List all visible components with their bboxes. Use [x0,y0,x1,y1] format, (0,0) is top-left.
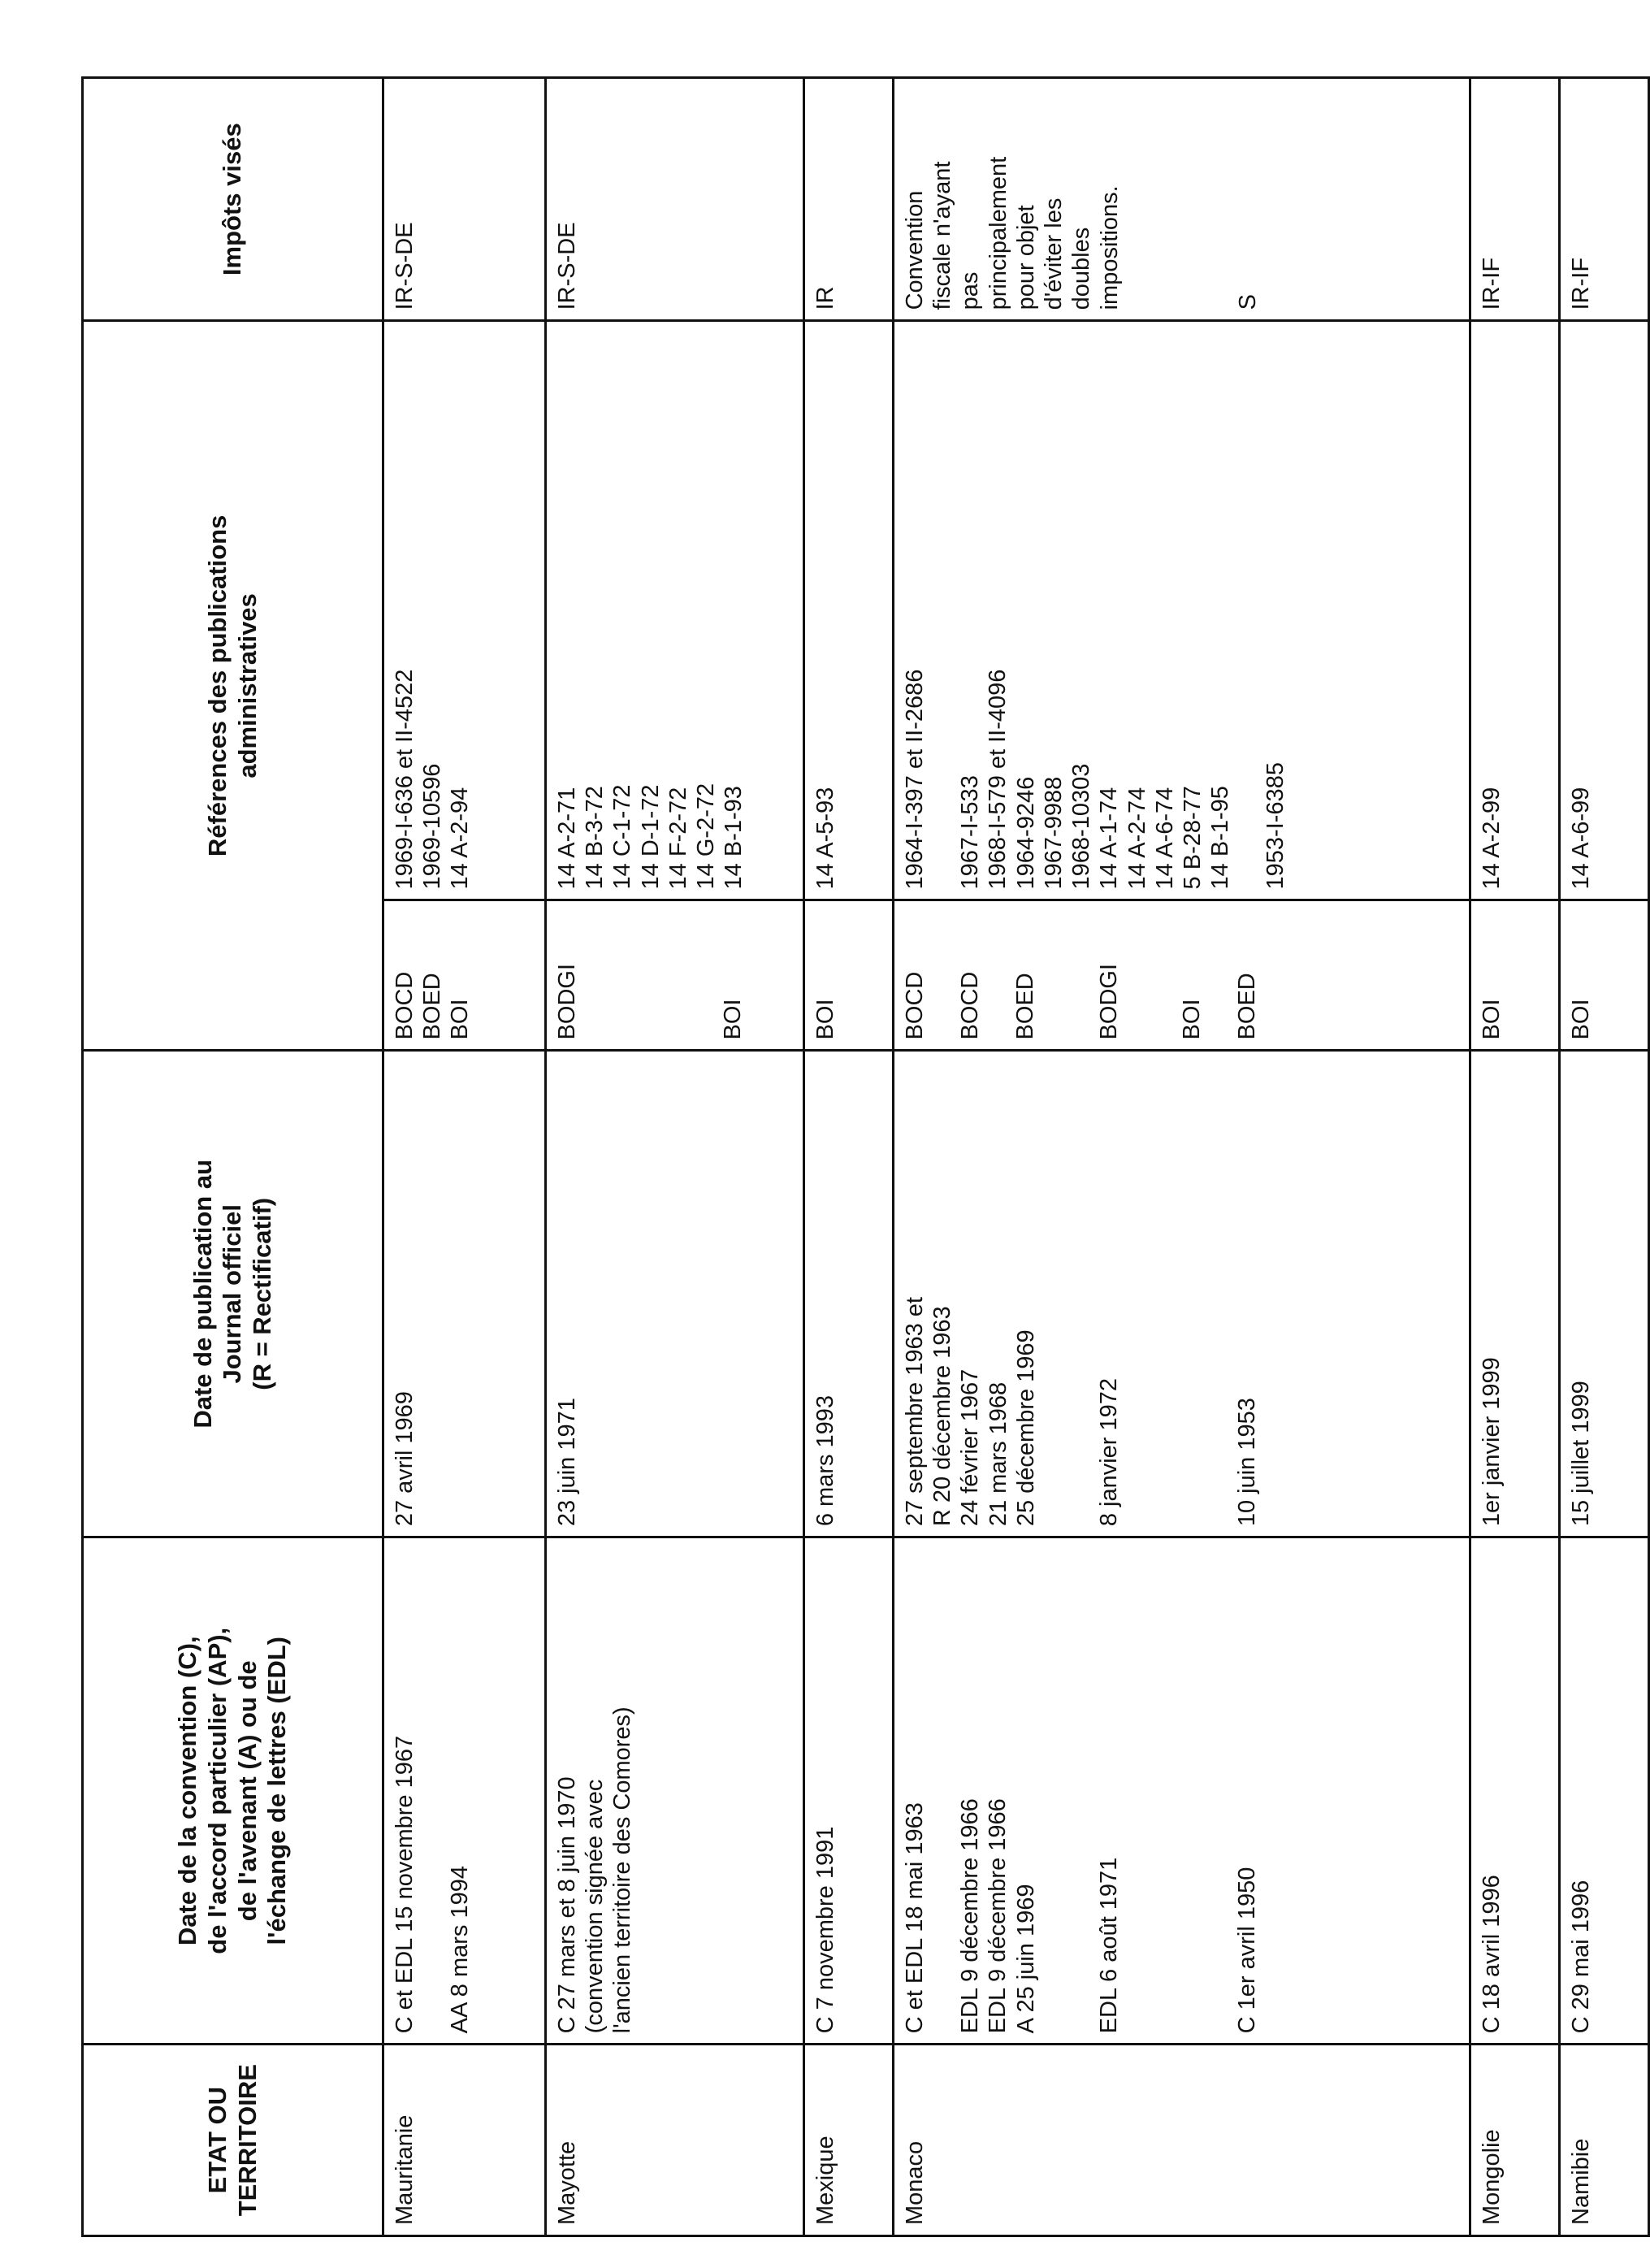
cell-text: 15 juillet 1999 [1568,1381,1594,1527]
cell-text: C 29 mai 1996 [1568,1880,1594,2034]
cell-text: 1964-9246 [1012,776,1039,890]
cell-text: 14 A-6-74 [1151,787,1178,890]
cell-text [1123,901,1150,1039]
cell-text: doubles [1068,227,1095,310]
header-date-convention [83,1537,383,2045]
cell-text: Mauritanie [392,2114,418,2225]
cell-text [636,901,664,1039]
cell-text: 14 A-1-74 [1096,787,1123,890]
cell-text: 1er janvier 1999 [1479,1357,1505,1527]
rotated-page [81,76,1594,2237]
cell-text: IR-S-DE [554,222,580,310]
cell-references [804,321,894,1051]
cell-etat [383,2045,546,2236]
cell-text [929,1548,956,2033]
cell-impots [804,78,894,321]
cell-date-publication [1470,1051,1560,1537]
cell-text: C 1er avril 1950 [1234,1867,1261,2034]
publication-codes [901,901,1462,1039]
cell-text: C 27 mars et 8 juin 1970 [554,1776,580,2034]
conventions-table [81,76,1650,2237]
cell-text: C et EDL 15 novembre 1967 [392,1735,418,2034]
cell-date-convention [894,1537,1470,2045]
cell-text: 14 A-2-94 [447,787,474,890]
cell-text: l'ancien territoire des Comores) [609,1706,636,2034]
cell-etat [546,2045,804,2236]
cell-text: Namibie [1568,2138,1594,2225]
cell-text [1040,1548,1068,2033]
cell-etat [1560,2045,1649,2236]
cell-date-convention [383,1537,546,2045]
cell-text: BOI [1178,999,1205,1040]
cell-text: d'éviter les [1041,197,1068,310]
cell-text [1068,1548,1095,2033]
cell-text: BOI [447,999,474,1040]
cell-text: 21 mars 1968 [985,1381,1011,1527]
cell-text: IR-S-DE [392,222,418,310]
cell-date-publication [804,1051,894,1537]
cell-text: BOI [812,999,838,1040]
cell-text [691,901,719,1039]
reference-numbers [1561,322,1648,901]
cell-text: BOED [1234,973,1261,1040]
header-line: (R = Rectificatif) [247,1197,276,1390]
cell-references [1560,321,1649,1051]
cell-text: R 20 décembre 1963 [929,1306,956,1527]
header-line: Journal officiel [218,1204,247,1384]
cell-text: IR-IF [1568,257,1594,310]
cell-text: 14 B-1-93 [721,786,747,890]
cell-text: 14 C-1-72 [609,784,636,890]
header-row [83,78,383,2236]
cell-text [1206,1061,1233,1526]
cell-text: 14 A-2-99 [1479,787,1505,890]
cell-text: BODGI [1095,963,1122,1040]
publication-codes [1478,901,1552,1039]
header-impots: Impôts visés [83,78,383,321]
cell-text: fiscale n'ayant [929,161,956,310]
cell-text: 1953-I-6385 [1262,762,1289,890]
publication-codes [812,901,886,1039]
cell-text [1206,89,1234,310]
cell-text: AA 8 mars 1994 [447,1866,474,2034]
cell-impots [1470,78,1560,321]
cell-text [1040,1061,1068,1526]
header-references [83,321,383,1051]
cell-text: 1967-9988 [1040,776,1067,890]
reference-numbers [384,322,544,901]
table-row [804,78,894,2236]
cell-date-publication [383,1051,546,1537]
cell-references [546,321,804,1051]
cell-text: 14 A-6-99 [1568,787,1594,890]
header-line: de l'avenant (A) ou de [232,1660,262,1922]
cell-text: 14 B-3-72 [582,786,608,890]
cell-text: 23 juin 1971 [554,1398,580,1527]
cell-text: 8 janvier 1972 [1096,1377,1123,1527]
cell-date-publication [1560,1051,1649,1537]
cell-text [1150,1548,1178,2033]
cell-text: pour objet [1012,205,1039,310]
reference-numbers [547,322,803,901]
cell-impots [1560,78,1649,321]
cell-text [1123,1061,1150,1526]
publication-codes [391,901,538,1039]
cell-text: 24 février 1967 [957,1368,984,1527]
cell-text: Convention [902,190,928,310]
cell-text: 14 D-1-72 [637,784,664,890]
cell-etat [1470,2045,1560,2236]
cell-text: BOED [1012,973,1039,1040]
cell-date-publication [546,1051,804,1537]
cell-text: BOCD [902,971,928,1040]
cell-text [1178,1548,1206,2033]
header-date-publication [83,1051,383,1537]
cell-text: A 25 juin 1969 [1012,1884,1039,2034]
cell-text: S [1234,294,1261,310]
cell-text [1040,901,1068,1039]
cell-date-convention [804,1537,894,2045]
cell-text: C 18 avril 1996 [1479,1875,1505,2034]
cell-impots [383,78,546,321]
publication-codes [553,901,796,1039]
cell-text: 14 B-1-95 [1207,786,1234,890]
header-line: Date de publication au [188,1159,217,1429]
cell-date-convention [1470,1537,1560,2045]
header-line: Références des publications [202,514,232,857]
header-line: Date de la convention (C), [173,1636,202,1946]
cell-text: 14 A-2-74 [1124,787,1150,890]
cell-text [664,901,691,1039]
reference-numbers [805,322,892,901]
cell-text: IR-IF [1479,257,1505,310]
cell-date-convention [1560,1537,1649,2045]
cell-text: pas [957,271,984,310]
cell-text [984,901,1011,1039]
cell-text: 5 B-28-77 [1179,786,1206,890]
cell-text: Mayotte [554,2140,580,2225]
cell-text [929,322,956,889]
cell-references [1470,321,1560,1051]
cell-text: EDL 9 décembre 1966 [957,1798,984,2034]
cell-text: 6 mars 1993 [812,1394,838,1527]
cell-text [1179,89,1206,310]
cell-date-publication [894,1051,1470,1537]
cell-text: C 7 novembre 1991 [812,1826,838,2034]
table-row [1560,78,1649,2236]
cell-text [1206,1548,1233,2033]
cell-impots [894,78,1470,321]
cell-text [1150,901,1178,1039]
cell-text [1150,1061,1178,1526]
cell-text: impositions. [1096,185,1123,310]
table-row [383,78,546,2236]
cell-text: 25 décembre 1969 [1012,1329,1039,1527]
cell-text: 1964-I-397 et II-2686 [902,669,928,890]
cell-text: EDL 9 décembre 1966 [985,1798,1011,2034]
cell-text: BODGI [554,963,580,1040]
cell-text: (convention signée avec [582,1779,608,2034]
cell-text [1068,901,1095,1039]
cell-text: 1968-10303 [1068,763,1095,890]
cell-impots [546,78,804,321]
cell-text: principalement [985,156,1011,310]
cell-text: 10 juin 1953 [1234,1398,1261,1527]
table-row [1470,78,1560,2236]
publication-codes [1567,901,1641,1039]
reference-numbers [1471,322,1558,901]
cell-text [581,901,608,1039]
cell-text: IR [812,286,838,310]
table-row [546,78,804,2236]
cell-text: 27 septembre 1963 et [902,1297,928,1527]
cell-text [1151,89,1179,310]
cell-etat [804,2045,894,2236]
cell-text: BOI [1568,999,1594,1040]
cell-text: BOI [720,999,747,1040]
cell-text: BOCD [392,971,418,1040]
cell-text: 14 A-2-71 [554,787,580,890]
cell-text: Mongolie [1479,2129,1505,2225]
cell-text: 1969-I-636 et II-4522 [392,669,418,890]
cell-text [929,901,956,1039]
header-etat: ETAT OU TERRITOIRE [83,2045,383,2236]
cell-text [1234,322,1262,889]
cell-text [418,1548,446,2033]
cell-text: 14 A-5-93 [812,787,838,890]
cell-text [1123,1548,1150,2033]
table-row [894,78,1470,2236]
cell-text: 1967-I-533 [957,775,984,890]
cell-text [1178,1061,1206,1526]
cell-text: 1968-I-579 et II-4096 [985,669,1011,890]
header-line: de l'accord particulier (AP), [202,1627,232,1954]
cell-text [1068,1061,1095,1526]
cell-text: Monaco [902,2140,928,2225]
cell-text: Mexique [812,2136,838,2225]
cell-text: BOI [1479,999,1505,1040]
cell-text [1206,901,1233,1039]
cell-etat [894,2045,1470,2236]
header-line: l'échange de lettres (EDL) [262,1637,292,1945]
cell-text: C et EDL 18 mai 1963 [902,1802,928,2034]
reference-numbers [894,322,1469,901]
cell-text: EDL 6 août 1971 [1095,1857,1122,2034]
cell-date-convention [546,1537,804,2045]
cell-text: 14 F-2-72 [665,787,691,890]
cell-text [608,901,636,1039]
cell-references [894,321,1470,1051]
header-line: administratives [232,593,262,778]
cell-text: 27 avril 1969 [392,1391,418,1527]
cell-text: BOED [419,973,446,1040]
cell-text [1124,89,1151,310]
cell-text: 1969-10596 [419,763,446,890]
cell-references [383,321,546,1051]
cell-text: BOCD [957,971,984,1040]
cell-text: 14 G-2-72 [693,783,720,890]
